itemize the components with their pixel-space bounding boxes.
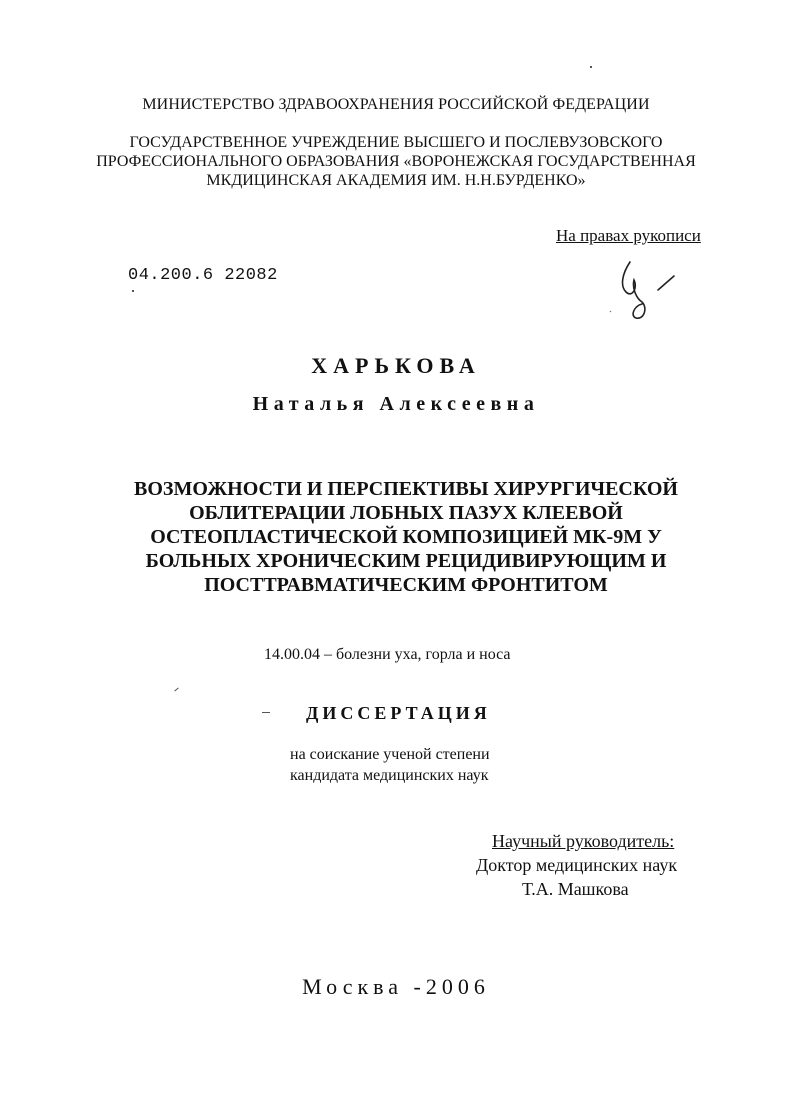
- supervisor-block: [472, 829, 722, 901]
- title-line: ВОЗМОЖНОСТИ И ПЕРСПЕКТИВЫ ХИРУРГИЧЕСКОЙ: [134, 478, 678, 500]
- dissertation-title: [96, 477, 716, 597]
- scan-mark: [262, 712, 270, 713]
- institution-heading: [0, 133, 792, 190]
- manuscript-rights-note: На правах рукописи: [556, 226, 701, 245]
- supervisor-rank: Доктор медицинских наук: [476, 855, 678, 875]
- institution-line: ПРОФЕССИОНАЛЬНОГО ОБРАЗОВАНИЯ «ВОРОНЕЖСКАЯ ГОСУДАРСТВЕННАЯ: [96, 153, 696, 170]
- supervisor-name: Т.А. Машкова: [522, 879, 629, 899]
- title-line: ОСТЕОПЛАСТИЧЕСКОЙ КОМПОЗИЦИЕЙ МК-9М У: [150, 526, 662, 548]
- document-type: ДИССЕРТАЦИЯ: [306, 703, 491, 723]
- degree-line: кандидата медицинских наук: [290, 767, 489, 784]
- degree-statement: [290, 744, 490, 786]
- supervisor-label: Научный руководитель:: [492, 831, 675, 851]
- scan-mark: [132, 290, 134, 292]
- specialty-code: 14.00.04 – болезни уха, горла и носа: [264, 646, 511, 663]
- scan-mark: [174, 688, 178, 692]
- ministry-heading: МИНИСТЕРСТВО ЗДРАВООХРАНЕНИЯ РОССИЙСКОЙ ФЕДЕРАЦИИ: [142, 96, 650, 113]
- city-year: Москва -2006: [302, 974, 490, 999]
- signature: [608, 258, 688, 328]
- author-surname: ХАРЬКОВА: [311, 353, 481, 378]
- degree-line: на соискание ученой степени: [290, 746, 490, 763]
- title-line: ПОСТТРАВМАТИЧЕСКИМ ФРОНТИТОМ: [204, 574, 608, 596]
- institution-line: МКДИЦИНСКАЯ АКАДЕМИЯ ИМ. Н.Н.БУРДЕНКО»: [206, 172, 586, 189]
- institution-line: ГОСУДАРСТВЕННОЕ УЧРЕЖДЕНИЕ ВЫСШЕГО И ПОСЛЕВУЗОВСКОГО: [129, 134, 663, 151]
- author-given-names: Наталья Алексеевна: [252, 393, 540, 415]
- title-line: ОБЛИТЕРАЦИИ ЛОБНЫХ ПАЗУХ КЛЕЕВОЙ: [189, 502, 623, 524]
- title-line: БОЛЬНЫХ ХРОНИЧЕСКИМ РЕЦИДИВИРУЮЩИМ И: [145, 550, 667, 572]
- registration-number: 04.200.6 22082: [128, 266, 278, 285]
- scan-mark: [590, 66, 592, 68]
